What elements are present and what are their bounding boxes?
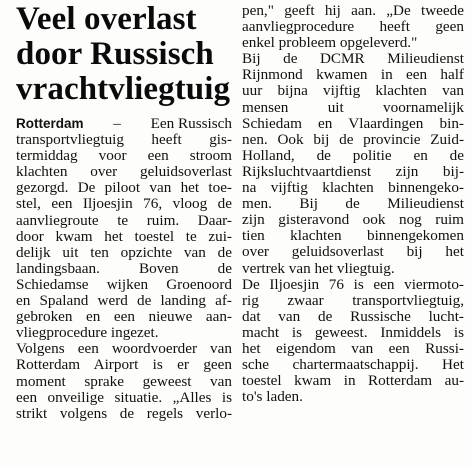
- body-line: over geluidsoverlast bij het: [242, 243, 464, 261]
- body-line: tien klachten binnengekomen: [242, 227, 464, 245]
- body-line: termiddag voor een stroom: [16, 147, 232, 165]
- body-line: Rotterdam Airport is er geen: [16, 356, 232, 374]
- body-line: gezorgd. De piloot van het toe-: [16, 179, 232, 197]
- body-line: aanvliegprocedure heeft geen: [242, 18, 464, 36]
- body-line: Rijnmond kwamen in een half: [242, 66, 464, 84]
- body-line: het eigendom van een Russi-: [242, 339, 464, 357]
- body-line: strikt volgens de regels verlo-: [16, 404, 232, 422]
- body-line: enkel probleem opgeleverd.": [242, 34, 418, 52]
- body-line: door kwam het toestel te zui-: [16, 227, 232, 245]
- body-line: zijn gisteravond ook nog ruim: [242, 211, 464, 229]
- headline-line-2: door Russisch: [16, 36, 214, 72]
- right-column-text: [242, 3, 464, 405]
- body-line: vliegprocedure ingezet.: [16, 324, 159, 342]
- body-line: gebroken en een nieuwe aan-: [16, 308, 232, 326]
- body-line: Holland, de politie en de: [242, 146, 464, 164]
- body-line: macht is geweest. Inmiddels is: [242, 323, 464, 341]
- dateline: Rotterdam: [16, 116, 84, 131]
- opening-line-text: Een Russisch: [150, 115, 232, 132]
- body-line: nen. Ook bij de provincie Zuid-: [242, 130, 464, 148]
- headline-line-3: vrachtvliegtuig: [16, 71, 231, 107]
- left-column: [16, 0, 232, 422]
- body-line: Schiedam en Vlaardingen bin-: [242, 114, 464, 132]
- body-line: Bij de DCMR Milieudienst: [242, 50, 464, 68]
- body-line: Schiedamse wijken Groenoord: [16, 275, 232, 293]
- body-line: landingsbaan. Boven de: [16, 259, 232, 277]
- body-line: na vijftig klachten binnengeko-: [242, 179, 464, 197]
- headline: [16, 2, 232, 107]
- body-line: stel, een Iljoesjin 76, vloog de: [16, 195, 232, 213]
- body-line: moment sprake geweest van: [16, 372, 232, 390]
- body-line: sche chartermaatschappij. Het: [242, 356, 464, 374]
- body-line: toestel kwam in Rotterdam au-: [242, 372, 464, 390]
- body-line: men. Bij de Milieudienst: [242, 195, 464, 213]
- body-line: en Spaland werd de landing af-: [16, 292, 232, 310]
- body-line: pen," geeft hij aan. „De tweede: [242, 2, 464, 19]
- dateline-dash: –: [113, 115, 121, 132]
- headline-line-1: Veel overlast: [16, 1, 197, 37]
- body-line: rig zwaar transportvliegtuig,: [242, 291, 464, 309]
- body-line: mensen uit voornamelijk: [242, 98, 464, 116]
- left-column-text: [16, 116, 232, 422]
- body-line: klachten over geluidsoverlast: [16, 163, 232, 181]
- right-column: [242, 0, 464, 405]
- body-line: een onveilige situatie. „Alles is: [16, 388, 232, 406]
- body-line: dat van de Russische lucht-: [242, 307, 464, 325]
- body-line: vertrek van het vliegtuig.: [242, 259, 395, 277]
- body-line: aanvliegroute te ruim. Daar-: [16, 211, 232, 229]
- body-line: transportvliegtuig heeft gis-: [16, 131, 232, 149]
- opening-line: [16, 116, 232, 132]
- body-line: Rijksluchtvaartdienst zijn bij-: [242, 162, 464, 180]
- body-line: delijk uit ten opzichte van de: [16, 243, 232, 261]
- body-line: to's laden.: [242, 388, 303, 406]
- body-line: De Iljoesjin 76 is een viermoto-: [242, 275, 464, 293]
- body-line: Volgens een woordvoerder van: [16, 340, 232, 358]
- body-line: uur bijna vijftig klachten van: [242, 82, 464, 100]
